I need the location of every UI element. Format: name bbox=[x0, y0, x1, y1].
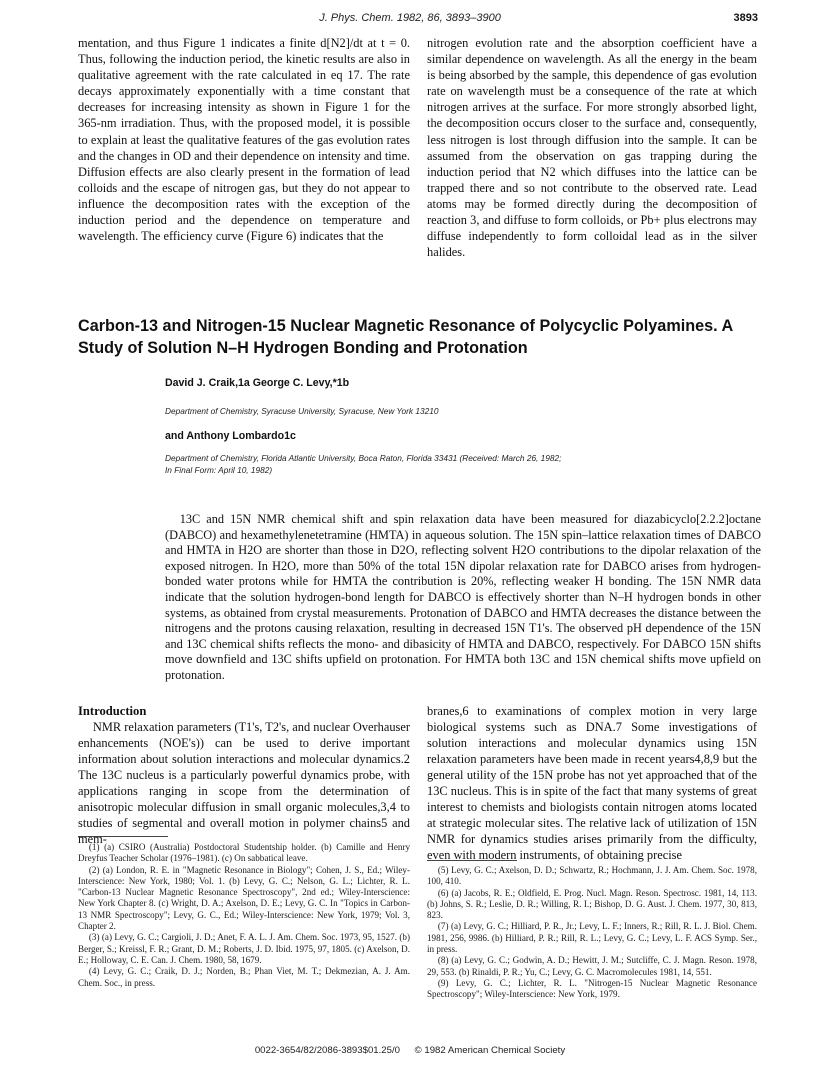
reference-item: (9) Levy, G. C.; Lichter, R. L. "Nitrogen-15 Nuclear Magnetic Resonance Spectroscopy"; Wiley-Interscience: New York, 1979. bbox=[427, 977, 757, 1000]
prev-article-column-left bbox=[78, 35, 410, 244]
abstract bbox=[165, 512, 761, 684]
intro-column-right bbox=[427, 703, 757, 863]
intro-column-left bbox=[78, 703, 410, 847]
affiliation-line: Department of Chemistry, Florida Atlantic University, Boca Raton, Florida 33431 (Received: March 26, 1982; bbox=[165, 453, 562, 463]
running-head: J. Phys. Chem. 1982, 86, 3893–3900 bbox=[319, 12, 501, 24]
page-number: 3893 bbox=[733, 12, 758, 24]
reference-item: (3) (a) Levy, G. C.; Cargioli, J. D.; Anet, F. A. L. J. Am. Chem. Soc. 1973, 95, 1527. (b) Berger, S.; Kreissl, F. R.; Grant, D. M.; Roberts, J. D. Ibid. 1975, 97, 1805. (c) Axelson, D. E.; Holloway, C. E. Can. J. Chem. 1980, 58, 1679. bbox=[78, 932, 410, 965]
references-left bbox=[78, 842, 410, 989]
footnote-divider bbox=[78, 836, 168, 837]
reference-item: (8) (a) Levy, G. C.; Godwin, A. D.; Hewitt, J. M.; Sutcliffe, C. J. Magn. Reson. 1978, 29, 553. (b) Rinaldi, P. R.; Yu, C.; Levy, G. C. Macromolecules 1981, 14, 551. bbox=[427, 955, 757, 977]
affiliation-florida bbox=[165, 452, 765, 476]
reference-item: (7) (a) Levy, G. C.; Hilliard, P. R., Jr.; Levy, L. F.; Inners, R.; Rill, R. L. J. Biol. Chem. 1981, 256, 9986. (b) Hilliard, P. R.; Rill, R. L.; Levy, G. C.; Levy, L. F. ACS Symp. Ser., in press. bbox=[427, 921, 757, 955]
second-author: and Anthony Lombardo1c bbox=[165, 430, 296, 442]
section-heading: Introduction bbox=[78, 704, 147, 718]
affiliation-line: In Final Form: April 10, 1982) bbox=[165, 465, 273, 475]
article-authors: David J. Craik,1a George C. Levy,*1b bbox=[165, 377, 350, 389]
page-footer bbox=[0, 1045, 820, 1056]
reference-item: (5) Levy, G. C.; Axelson, D. D.; Schwartz, R.; Hochmann, J. J. Am. Chem. Soc. 1978, 100, 410. bbox=[427, 865, 757, 887]
article-title: Carbon-13 and Nitrogen-15 Nuclear Magnetic Resonance of Polycyclic Polyamines. A Study of Solution N–H Hydrogen Bonding and Protonation bbox=[78, 317, 733, 357]
reference-item: (1) (a) CSIRO (Australia) Postdoctoral Studentship holder. (b) Camille and Henry Dreyfus Teacher Scholar (1976–1981). (c) On sabbatical leave. bbox=[78, 842, 410, 864]
reference-item: (6) (a) Jacobs, R. E.; Oldfield, E. Prog. Nucl. Magn. Reson. Spectrosc. 1981, 14, 113. (b) Johns, S. R.; Leslie, D. R.; Willing, R. I.; Bishop, D. G. Aust. J. Chem. 1977, 30, 813, 823. bbox=[427, 887, 757, 921]
prev-article-column-right bbox=[427, 35, 757, 260]
footnote-divider bbox=[427, 860, 517, 861]
abstract-text: 13C and 15N NMR chemical shift and spin relaxation data have been measured for diazabicyclo[2.2.2]octane (DABCO) and hexamethylenetetramine (HMTA) in aqueous solution. The 15N spin–lattice relaxation times of DABCO and HMTA in H2O are shorter than those in D2O, reflecting solvent H2O contributions to the dipolar relaxation of the exposed nitrogen. In H2O, more than 50% of the total 15N dipolar relaxation rate for DABCO arises from hydrogen-bonded water protons while for HMTA the contribution is 20%, reflecting weaker H bonding. The 15N NMR data indicate that the solution hydrogen-bond length for DABCO is effectively shorter than N–H hydrogen bonds in other systems, as obtained from crystal measurements. Protonation of DABCO and HMTA decreases the distance between the nitrogens and the protons causing relaxation, resulting in decreased 15N T1's. The observed pH dependence of the 15N and 13C chemical shifts reflects the mono- and dibasicity of HMTA and DABCO, respectively. For DABCO 15N shifts move downfield and 13C shifts upfield on protonation. For HMTA both 13C and 15N chemical shifts move upfield on protonation. bbox=[165, 512, 761, 682]
reference-item: (4) Levy, G. C.; Craik, D. J.; Norden, B.; Phan Viet, M. T.; Dekmezian, A. J. Am. Chem. Soc., in press. bbox=[78, 966, 410, 988]
footer-copyright: © 1982 American Chemical Society bbox=[414, 1045, 566, 1056]
intro-paragraph: NMR relaxation parameters (T1's, T2's, and nuclear Overhauser enhancements (NOE's)) can be used to derive important information about solution interactions and molecular dynamics.2 The 13C nucleus is a particularly powerful dynamics probe, with applications ranging in scope from the determination of anisotropic molecular diffusion in small organic molecules,3,4 to studies of segmental and overall motion in polymer chains5 and mem- bbox=[78, 720, 410, 846]
reference-item: (2) (a) London, R. E. in "Magnetic Resonance in Biology"; Cohen, J. S., Ed.; Wiley-Interscience: New York, 1980; Vol. 1. (b) Levy, G. C.; Nelson, G. L.; Lichter, R. L. "Carbon-13 Nuclear Magnetic Resonance Spectroscopy", 2nd ed.; Wiley-Interscience: New York Chapter 8. (c) Wright, D. A.; Axelson, D. E.; Levy, G. C. In "Topics in Carbon-13 NMR Spectroscopy"; Levy, G. C., Ed.; Wiley-Interscience: New York, 1979; Vol. 3, Chapter 2. bbox=[78, 864, 410, 932]
prev-article-paragraph: nitrogen evolution rate and the absorption coefficient have a similar dependence on wavelength. As all the energy in the beam is being absorbed by the sample, this dependence of gas evolution rate on wavelength must be a consequence of the rate at which nitrogen arrives at the surface. For more strongly absorbed light, the decomposition occurs closer to the surface and, consequently, less nitrogen is lost through diffusion into the sample. It can be assumed from the observation on gas trapping during the induction period that N2 which diffuses into the lattice can be trapped there and so not contribute to the observed rate. Lead atoms may be formed directly during the decomposition of reaction 3, and diffuse to form colloids, or Pb+ plus electrons may diffuse independently to form colloidal lead as in the silver halides. bbox=[427, 36, 757, 260]
intro-paragraph: branes,6 to examinations of complex motion in very large biological systems such as DNA.7 Some investigations of solution interactions and molecular dynamics using 15N relaxation parameters have been made in recent years4,8,9 but the general utility of the 15N probe has not yet approached that of the 13C nucleus. This is in spite of the fact that many systems of great interest to chemists and biologists contain nitrogen atoms located at strategic molecular sites. The relative lack of utilization of 15N NMR for dynamics studies arises primarily from the difficulty, even with modern instruments, of obtaining precise bbox=[427, 704, 757, 862]
affiliation-syracuse: Department of Chemistry, Syracuse University, Syracuse, New York 13210 bbox=[165, 406, 439, 416]
references-right bbox=[427, 865, 757, 1001]
prev-article-paragraph: mentation, and thus Figure 1 indicates a finite d[N2]/dt at t = 0. Thus, following the induction period, the kinetic results are also in qualitative agreement with the rate calculated in eq 17. The rate decays approximately exponentially with a time constant that decreases for increasing intensity as shown in Figure 1 for the 365-nm irradiation. Thus, with the proposed model, it is possible to explain at least the qualitative features of the gas evolution rates and the changes in OD and their dependence on intensity and time. Diffusion effects are also clearly present in the formation of lead colloids and the escape of nitrogen gas, but they do not appear to influence the decomposition rates with the exception of the induction period and the dependence on temperature and wavelength. The efficiency curve (Figure 6) indicates that the bbox=[78, 36, 410, 244]
footer-code: 0022-3654/82/2086-3893$01.25/0 bbox=[254, 1045, 400, 1056]
